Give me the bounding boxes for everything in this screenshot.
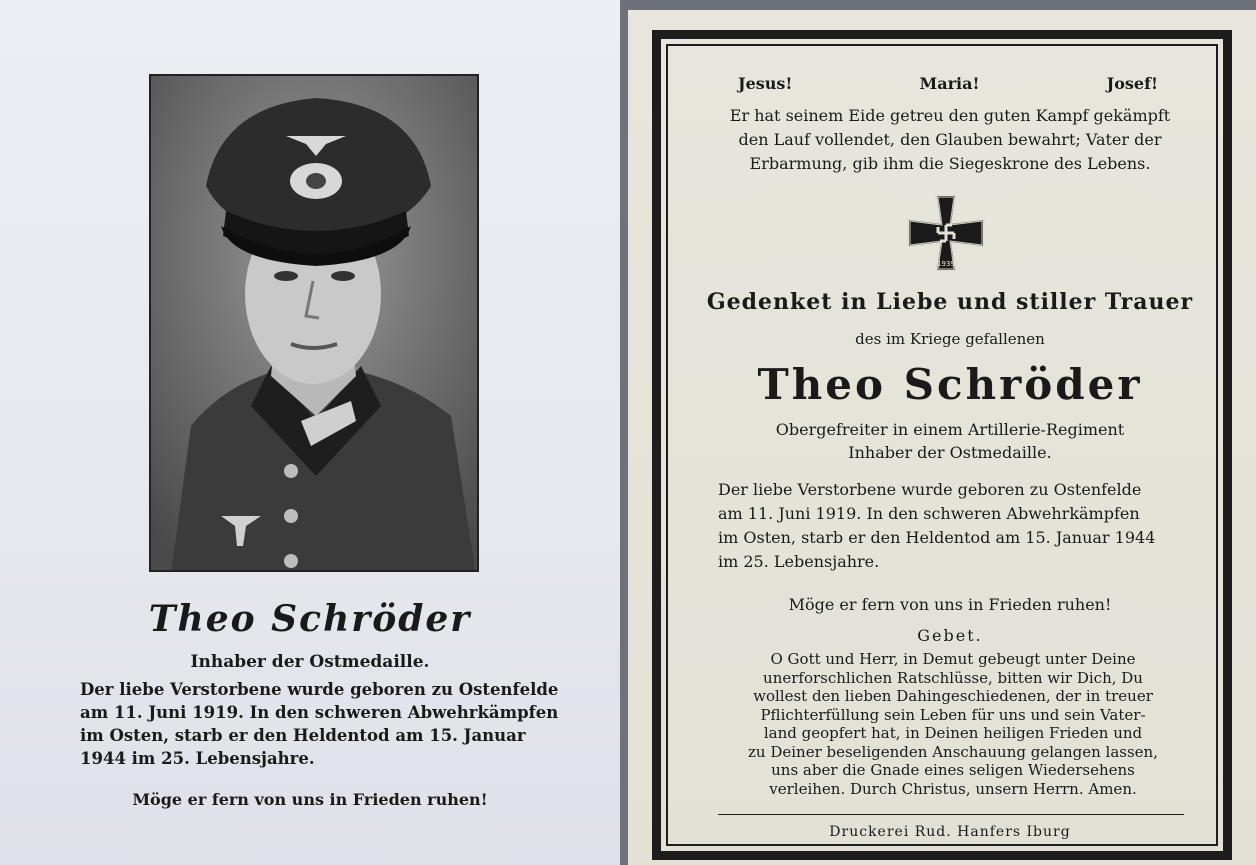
- rank-block: [700, 418, 1200, 464]
- left-bio-line: Der liebe Verstorbene wurde geboren zu Ostenfelde: [80, 680, 559, 699]
- right-biography: [718, 478, 1188, 574]
- left-deceased-name: Theo Schröder: [148, 598, 472, 640]
- prayer-line: unerforschlichen Ratschlüsse, bitten wir Dich, Du: [763, 668, 1143, 687]
- left-bio-line: am 11. Juni 1919. In den schweren Abwehrkämpfen: [80, 703, 559, 722]
- verse-line: den Lauf vollendet, den Glauben bewahrt; Vater der: [738, 130, 1162, 149]
- invocation-maria: Maria!: [919, 74, 980, 93]
- iron-cross-icon: [906, 193, 986, 273]
- invocation-header: [738, 74, 1158, 93]
- printer-divider: [718, 814, 1184, 815]
- left-closing-line: Möge er fern von uns in Frieden ruhen!: [132, 790, 488, 809]
- prayer-line: wollest den lieben Dahingeschiedenen, der in treuer: [753, 687, 1153, 705]
- prayer-line: Pflichterfüllung sein Leben für uns und sein Vater-: [760, 705, 1146, 724]
- soldier-portrait-image: [151, 76, 479, 572]
- prayer-text: [718, 650, 1188, 798]
- prayer-line: zu Deiner beseligenden Anschauung gelangen lassen,: [748, 742, 1158, 761]
- right-bio-line: im 25. Lebensjahre.: [718, 552, 880, 571]
- prayer-line: verleihen. Durch Christus, unsern Herrn. Amen.: [769, 779, 1137, 798]
- left-bio-line: im Osten, starb er den Heldentod am 15. Januar: [80, 726, 526, 745]
- soldier-portrait-photo: [149, 74, 479, 572]
- gefallenen-line: des im Kriege gefallenen: [855, 330, 1045, 348]
- right-closing-line: Möge er fern von uns in Frieden ruhen!: [788, 595, 1112, 614]
- right-deceased-name: Theo Schröder: [757, 360, 1143, 409]
- prayer-line: O Gott und Herr, in Demut gebeugt unter Deine: [770, 650, 1136, 668]
- left-subtitle: Inhaber der Ostmedaille.: [190, 652, 430, 672]
- left-biography: [80, 678, 559, 770]
- cross-year: 1939: [937, 260, 955, 268]
- verse-line: Erbarmung, gib ihm die Siegeskrone des Lebens.: [749, 154, 1151, 173]
- invocation-jesus: Jesus!: [738, 74, 793, 93]
- prayer-line: land geopfert hat, in Deinen heiligen Frieden und: [763, 724, 1143, 742]
- printer-credit: Druckerei Rud. Hanfers Iburg: [829, 824, 1071, 840]
- prayer-title: Gebet.: [917, 626, 983, 645]
- right-bio-line: am 11. Juni 1919. In den schweren Abwehrkämpfen: [718, 504, 1140, 523]
- verse-block: [700, 104, 1200, 176]
- left-memorial-card: [0, 0, 620, 865]
- gedenket-heading: Gedenket in Liebe und stiller Trauer: [706, 289, 1194, 315]
- verse-line: Er hat seinem Eide getreu den guten Kampf gekämpft: [729, 106, 1171, 125]
- rank-line: Obergefreiter in einem Artillerie-Regiment: [775, 420, 1125, 439]
- left-bio-line: 1944 im 25. Lebensjahre.: [80, 749, 315, 768]
- prayer-line: uns aber die Gnade eines seligen Wiedersehens: [771, 761, 1135, 779]
- right-bio-line: Der liebe Verstorbene wurde geboren zu Ostenfelde: [718, 480, 1142, 499]
- right-bio-line: im Osten, starb er den Heldentod am 15. Januar 1944: [718, 528, 1156, 547]
- medal-line: Inhaber der Ostmedaille.: [848, 443, 1052, 462]
- invocation-josef: Josef!: [1106, 74, 1158, 93]
